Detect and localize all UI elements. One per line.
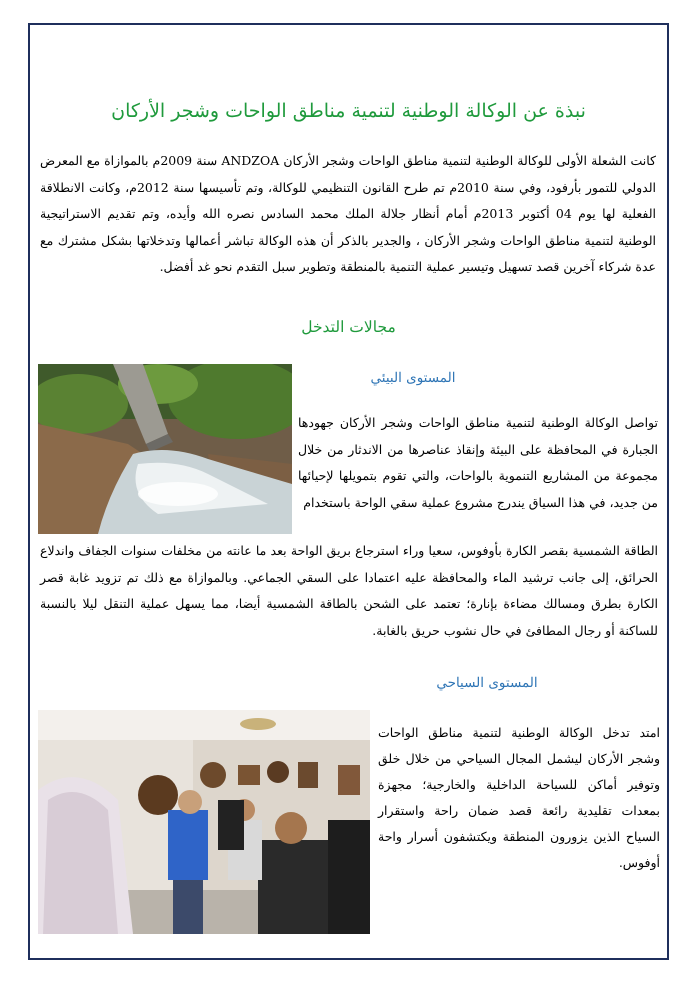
tourism-text: امتد تدخل الوكالة الوطنية لتنمية مناطق الواحات وشجر الأركان ليشمل المجال السياحي من خلال خلق وتوفير أماكن للسياحة الداخلية والخارجية؛ مجهزة بمعدات تقليدية رائعة قصد ضمان راحة واستقرار السياح الذين يزورون المنطقة ويكتشفون أسرار واحة أوفوس. <box>378 725 660 870</box>
intro-paragraph: كانت الشعلة الأولى للوكالة الوطنية لتنمية مناطق الواحات وشجر الأركان ANDZOA سنة 2009م بالموازاة مع المعرض الدولي للتمور بأرفود، وفي سنة 2010م تم طرح القانون التنظيمي للوكالة، وتم تأسيسها سنة 2012م، وكانت الانطلاقة الفعلية لها يوم 04 أكتوبر 2013م أمام أنظار جلالة الملك محمد السادس نصره الله وأيده، وتم تقديم الاستراتيجية الوطنية لتنمية مناطق الواحات وشجر الأركان ، والجدير بالذكر أن هذه الوكالة تباشر أعمالها وتدخلاتها بشكل مشترك مع عدة شركاء آخرين قصد تسهيل وتيسير عملية التنمية بالمنطقة وتطوير سبل التقدم نحو غد أفضل. <box>40 153 657 274</box>
museum-visitors-photo <box>38 710 370 934</box>
page-title: نبذة عن الوكالة الوطنية لتنمية مناطق الواحات وشجر الأركان <box>111 100 586 122</box>
environment-heading: المستوى البيئي <box>370 370 456 386</box>
section-title: مجالات التدخل <box>301 318 396 336</box>
tourism-heading: المستوى السياحي <box>436 675 538 691</box>
water-irrigation-photo <box>38 364 292 534</box>
environment-text-continued: الطاقة الشمسية بقصر الكارة بأوفوس، سعيا وراء استرجاع بريق الواحة بعد ما عانته من مخلفات سنوات الجفاف واندلاع الحرائق، إلى جانب ترشيد الماء والمحافظة عليه اعتمادا على السقي الجماعي. وبالموازاة مع ذلك تم تزويد غابة قصر الكارة بطرق ومسالك مضاءة بإنارة؛ تعتمد على الشحن بالطاقة الشمسية أيضا، مما يسهل عملية التنقل ليلا بالنسبة للساكنة أو رجال المطافئ في حال نشوب حريق بالغابة. <box>40 543 658 638</box>
environment-text-top: تواصل الوكالة الوطنية لتنمية مناطق الواحات وشجر الأركان جهودها الجبارة في المحافظة على البيئة وإنقاذ عناصرها من الاندثار من خلال مجموعة من المشاريع التنموية بالواحات، والتي تقوم بتمويلها لإحيائها من جديد، في هذا السياق يندرج مشروع عملية سقي الواحة باستخدام <box>298 415 658 510</box>
